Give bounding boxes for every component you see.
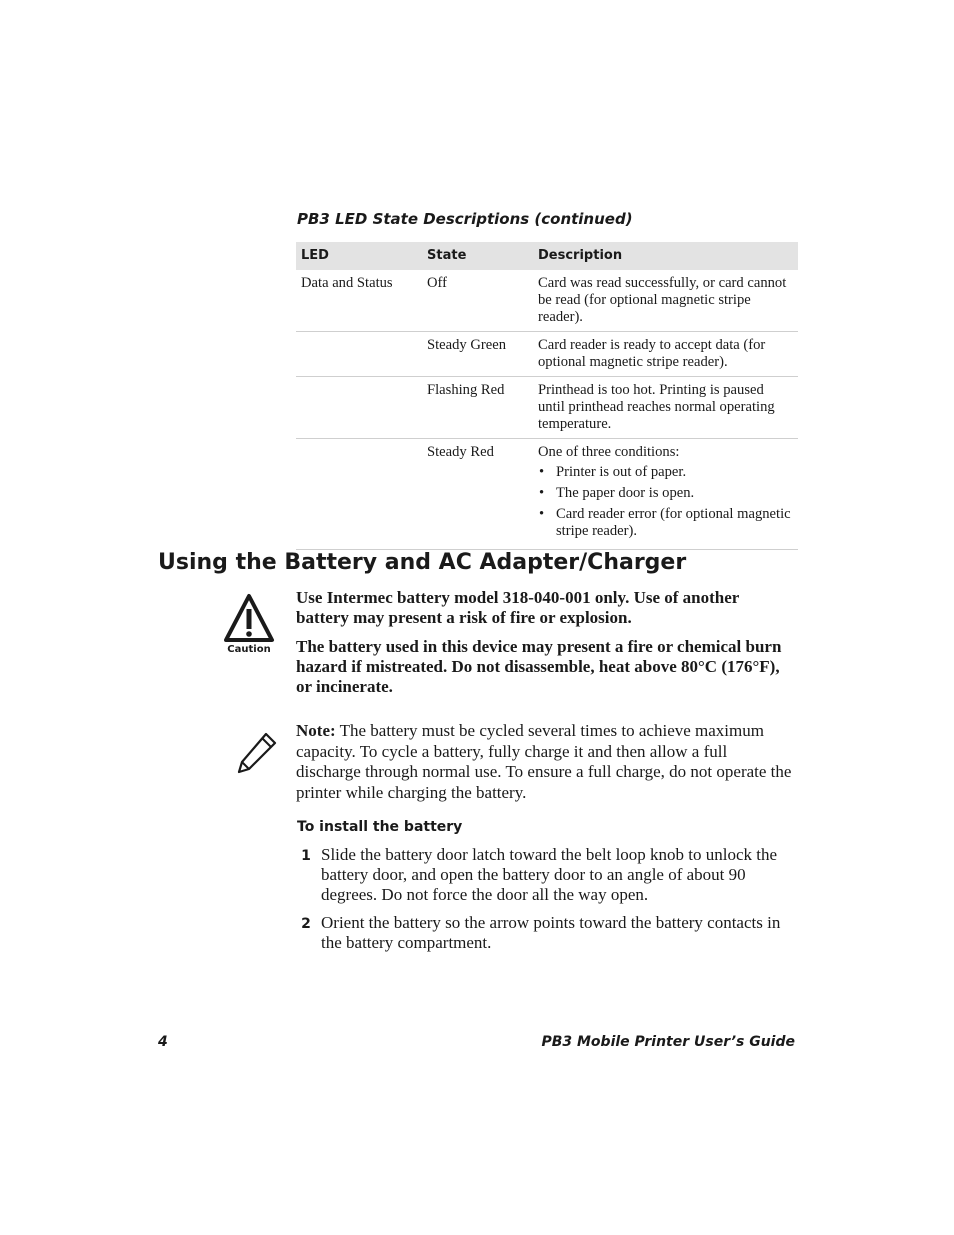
step-text: Slide the battery door latch toward the belt loop knob to unlock the battery door, and open the battery door to an angle of about 90 degrees. Do not force the door all the way open. [321,845,778,904]
procedure-step [296,845,796,905]
led-state-table [296,242,798,550]
cell-description [533,439,798,550]
note-body: The battery must be cycled several times to achieve maximum capacity. To cycle a battery, fully charge it and then allow a full discharge through normal use. To ensure a full charge, do not operate the printer while charging the battery. [296,721,792,802]
section-heading: Using the Battery and AC Adapter/Charger [158,550,687,575]
step-number: 1 [301,848,311,864]
table-row [296,377,798,439]
caution-warning-text: The battery used in this device may present a fire or chemical burn hazard if mistreated. Do not disassemble, heat above 80°C (176°F), or incinerate. [296,637,782,696]
caution-triangle-icon [222,592,276,658]
cell-description: Card reader is ready to accept data (for optional magnetic stripe reader). [533,332,798,377]
list-item: • The paper door is open. [556,485,793,502]
cell-description: Printhead is too hot. Printing is paused until printhead reaches normal operating temperature. [533,377,798,439]
step-number: 2 [301,916,311,932]
column-header-state: State [422,242,533,270]
cell-state: Steady Green [422,332,533,377]
page-number: 4 [158,1034,168,1050]
list-item: • Printer is out of paper. [556,464,793,481]
cell-led [296,439,422,550]
cell-state: Off [422,270,533,332]
conditions-intro: One of three conditions: [538,444,680,460]
caution-warning-text: Use Intermec battery model 318-040-001 only. Use of another battery may present a risk of fire or explosion. [296,588,740,627]
procedure-step [296,913,796,953]
table-row [296,332,798,377]
step-text: Orient the battery so the arrow points toward the battery contacts in the battery compartment. [321,913,781,952]
conditions-list [538,464,793,540]
table-row [296,439,798,550]
cell-led [296,332,422,377]
cell-led: Data and Status [296,270,422,332]
note-text [296,721,796,803]
list-item: • Card reader error (for optional magnetic stripe reader). [556,506,793,540]
cell-state: Steady Red [422,439,533,550]
pencil-icon [236,730,280,774]
column-header-description: Description [533,242,798,270]
procedure-title: To install the battery [297,819,463,835]
table-caption: PB3 LED State Descriptions (continued) [297,210,633,228]
cell-led [296,377,422,439]
column-header-led: LED [296,242,422,270]
cell-description: Card was read successfully, or card cannot be read (for optional magnetic stripe reader). [533,270,798,332]
table-row [296,270,798,332]
cell-state: Flashing Red [422,377,533,439]
footer-title: PB3 Mobile Printer User’s Guide [541,1034,795,1050]
table-header-row [296,242,798,270]
note-label: Note: [296,721,336,740]
caution-label: Caution [227,644,271,655]
